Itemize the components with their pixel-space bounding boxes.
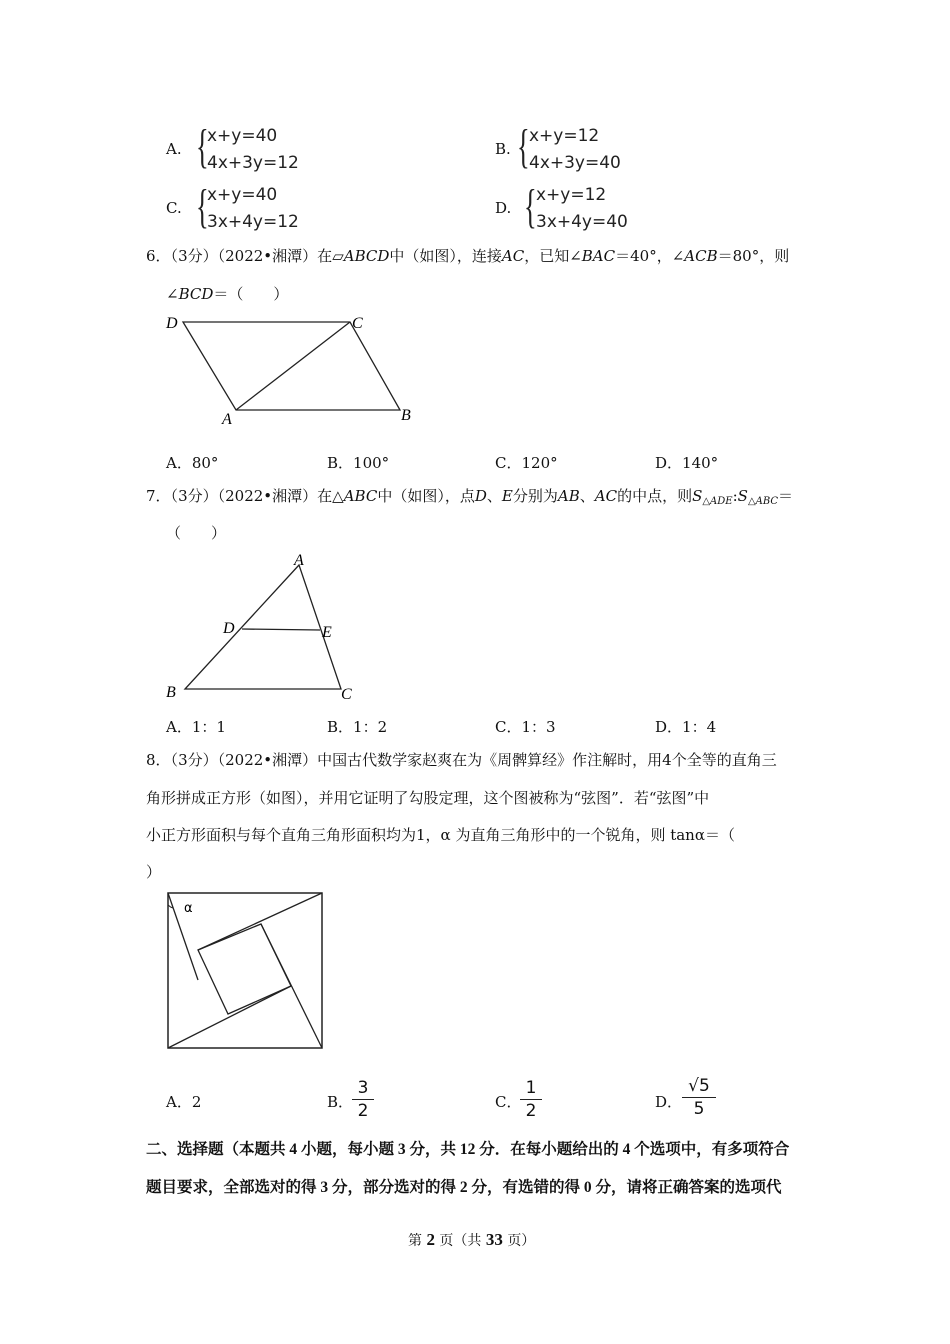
- q8-number: 8: [146, 751, 156, 769]
- option-letter: B．: [327, 454, 354, 472]
- option-text: 1：1: [191, 718, 226, 736]
- q8-text: 中国古代数学家赵爽在为《周髀算经》作注解时，用4个全等的直角三: [317, 751, 777, 769]
- q8-stem-line1: 8．（3分）（2022•湘潭）中国古代数学家赵爽在为《周髀算经》作注解时，用4个全等的直角三: [146, 751, 777, 769]
- fraction-denominator: 2: [357, 1101, 369, 1121]
- q5-option-c-eq1: x+y=40: [207, 185, 278, 205]
- q7-abc: ABC: [343, 487, 378, 505]
- footer-text: 页（共: [439, 1233, 482, 1249]
- fraction-bar: [520, 1099, 542, 1100]
- q5-option-d-eq1: x+y=12: [536, 185, 607, 205]
- fraction-denominator: 5: [693, 1099, 705, 1119]
- q6-source: 2022•湘潭: [225, 247, 303, 265]
- brace-icon: {: [524, 180, 537, 233]
- q7-text: 中（如图），点: [377, 487, 475, 505]
- footer-total-pages: 33: [485, 1230, 503, 1249]
- footer-page-number: 2: [426, 1230, 435, 1249]
- fraction-numerator: √5: [688, 1076, 710, 1096]
- q5-option-b-letter: B.: [495, 140, 511, 158]
- option-letter: A．: [166, 454, 192, 472]
- q7-d: D: [474, 487, 487, 505]
- alpha-label: α: [184, 901, 193, 916]
- option-text: 80°: [191, 454, 219, 472]
- q6-text: 在: [317, 247, 333, 265]
- option-text: 2: [191, 1093, 202, 1111]
- q7-s: S: [692, 487, 703, 505]
- option-text: 100°: [353, 454, 390, 472]
- parallelogram-shape: [183, 322, 400, 410]
- q8-stem-line2: 角形拼成正方形（如图），并用它证明了勾股定理，这个图被称为“弦图”．若“弦图”中: [146, 789, 710, 807]
- q7-sub-abc: △ABC: [747, 496, 779, 507]
- q5-option-a-eq2: 4x+3y=12: [207, 153, 299, 173]
- q5-option-b-eq1: x+y=12: [529, 126, 600, 146]
- q7-option-a: [166, 716, 226, 737]
- option-letter: D．: [655, 454, 683, 472]
- q7-sub-ade: △ADE: [702, 496, 733, 507]
- q6-bcd: BCD: [178, 285, 214, 303]
- q6-bac: BAC: [581, 247, 616, 265]
- q6-acb: ACB: [684, 247, 718, 265]
- option-text: 140°: [682, 454, 719, 472]
- page-footer: [408, 1230, 535, 1250]
- q8-stem-line3: 小正方形面积与每个直角三角形面积均为1，α 为直角三角形中的一个锐角，则 tanα＝（: [146, 826, 735, 844]
- section2-line2: 题目要求，全部选对的得 3 分，部分选对的得 2 分，有选错的得 0 分，请将正确答案的选项代: [146, 1179, 782, 1196]
- q6-score: 3分: [178, 247, 203, 265]
- q7-text: 、: [486, 487, 502, 505]
- option-letter: C．: [495, 718, 522, 736]
- q6-text: ∠: [166, 285, 179, 303]
- q6-option-d: [655, 452, 718, 473]
- q6-text: ＝80°，则: [717, 247, 790, 265]
- q6-stem-line2: [166, 284, 288, 304]
- q7-option-c: [495, 716, 556, 737]
- option-letter: A．: [166, 718, 192, 736]
- q7-option-d: [655, 716, 716, 737]
- q5-option-c-letter: C.: [166, 199, 182, 217]
- q8-option-b-fraction: [352, 1078, 374, 1121]
- outer-square: [168, 893, 322, 1048]
- q7-text: 分别为: [512, 487, 558, 505]
- option-letter: D．: [655, 718, 683, 736]
- q8-option-a: [166, 1091, 201, 1112]
- q6-text: 中（如图），连接: [389, 247, 502, 265]
- point-c-label: C: [341, 686, 352, 703]
- q7-score: 3分: [178, 487, 203, 505]
- fraction-denominator: 2: [525, 1101, 537, 1121]
- point-c-label: C: [352, 315, 363, 332]
- diagonal-ac: [236, 322, 350, 410]
- q7-s: S: [737, 487, 748, 505]
- option-letter: B．: [327, 718, 354, 736]
- q8-option-d-letter: D．: [655, 1093, 683, 1111]
- point-a-label: A: [294, 552, 304, 569]
- point-e-label: E: [322, 624, 332, 641]
- q7-text: 、: [579, 487, 595, 505]
- option-text: 1：4: [682, 718, 717, 736]
- option-text: 120°: [521, 454, 558, 472]
- section2-line1: 二、选择题（本题共 4 小题，每小题 3 分，共 12 分．在每小题给出的 4 个选项中，有多项符合: [146, 1141, 790, 1158]
- triangle-edge: [198, 893, 322, 950]
- q8-source: 2022•湘潭: [225, 751, 303, 769]
- q7-triangle-figure: [160, 548, 370, 708]
- q7-stem-line2: （ ）: [166, 524, 227, 542]
- q5-option-d-letter: D.: [495, 199, 512, 217]
- brace-icon: {: [196, 180, 209, 233]
- fraction-bar: [352, 1099, 374, 1100]
- q5-option-b-eq2: 4x+3y=40: [529, 153, 621, 173]
- q6-option-a: [166, 452, 218, 473]
- q7-text: 在△: [317, 487, 344, 505]
- fraction-numerator: 1: [525, 1078, 537, 1098]
- parallelogram-icon: ▱: [332, 247, 344, 265]
- q7-number: 7: [146, 487, 156, 505]
- q7-ab: AB: [557, 487, 580, 505]
- triangle-edge: [168, 893, 198, 980]
- q6-text: ，已知∠: [524, 247, 582, 265]
- fraction-numerator: 3: [357, 1078, 369, 1098]
- point-d-label: D: [223, 620, 235, 637]
- q7-colon: :: [732, 487, 738, 505]
- q6-ac: AC: [501, 247, 525, 265]
- q7-option-b: [327, 716, 387, 737]
- q6-text: ＝40°，∠: [615, 247, 685, 265]
- point-b-label: B: [401, 407, 411, 424]
- triangle-abc: [185, 565, 341, 689]
- option-text: 1：2: [353, 718, 388, 736]
- q7-text: 的中点，则: [617, 487, 693, 505]
- point-b-label: B: [166, 684, 176, 701]
- q5-option-a-eq1: x+y=40: [207, 126, 278, 146]
- q5-option-a-letter: A.: [166, 140, 182, 158]
- q5-option-c-eq2: 3x+4y=12: [207, 212, 299, 232]
- q8-option-d-fraction: [682, 1076, 716, 1119]
- option-letter: A．: [166, 1093, 192, 1111]
- q6-abcd: ABCD: [343, 247, 390, 265]
- q6-stem-line1: 6．（3分）（2022•湘潭）在▱ABCD中（如图），连接AC，已知∠BAC＝40°，∠ACB＝80°，则: [146, 247, 790, 265]
- triangle-edge: [168, 986, 291, 1048]
- q8-option-c-letter: C．: [495, 1093, 522, 1111]
- brace-icon: {: [196, 120, 209, 173]
- point-d-label: D: [166, 315, 178, 332]
- q7-source: 2022•湘潭: [225, 487, 303, 505]
- q5-option-d-eq2: 3x+4y=40: [536, 212, 628, 232]
- q7-text: ＝: [778, 487, 794, 505]
- fraction-bar: [682, 1097, 716, 1098]
- q7-ac: AC: [594, 487, 618, 505]
- q6-parallelogram-figure: [160, 308, 430, 433]
- q7-stem-line1: 7．（3分）（2022•湘潭）在△ABC中（如图），点D、E分别为AB、AC的中点，则$S_{\triangle ADE}:S_{\triangle ABC}=$: [146, 487, 794, 507]
- option-letter: C．: [495, 454, 522, 472]
- q8-option-b-letter: B．: [327, 1093, 354, 1111]
- segment-de: [242, 629, 320, 630]
- q6-number: 6: [146, 247, 156, 265]
- q7-e: E: [501, 487, 513, 505]
- q6-option-c: [495, 452, 558, 473]
- q8-xian-diagram: [160, 884, 330, 1054]
- q8-option-c-fraction: [520, 1078, 542, 1121]
- inner-square: [198, 924, 291, 1014]
- footer-text: 页）: [507, 1233, 536, 1249]
- q8-stem-line4: ）: [146, 863, 162, 881]
- q8-score: 3分: [178, 751, 203, 769]
- option-text: 1：3: [521, 718, 556, 736]
- point-a-label: A: [222, 411, 232, 428]
- brace-icon: {: [517, 120, 530, 173]
- q6-text: ＝（ ）: [213, 285, 289, 303]
- q6-option-b: [327, 452, 389, 473]
- footer-text: 第: [408, 1233, 422, 1249]
